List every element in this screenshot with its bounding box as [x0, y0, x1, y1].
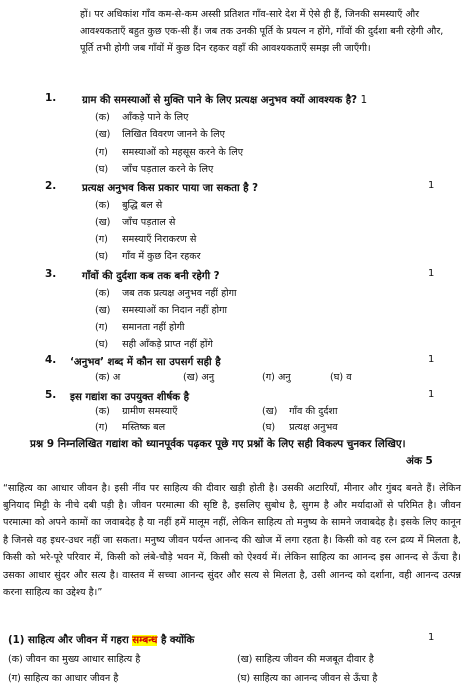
sub-q1-option-c: (ग) साहित्य का आधार जीवन है: [8, 673, 119, 684]
question-1-text: ग्राम की समस्याओं से मुक्ति पाने के लिए प्रत्यक्ष अनुभव क्यों आवश्यक है? 1: [82, 95, 368, 106]
question-3-text: गाँवों की दुर्दशा कब तक बनी रहेगी ?: [82, 271, 220, 282]
sub-q1-option-b: (ख) साहित्य जीवन की मजबूत दीवार है: [237, 654, 374, 665]
question-9-header: प्रश्न 9 निम्नलिखित गद्यांश को ध्यानपूर्वक पढ़कर पूछे गए प्रश्नों के लिए सही विकल्प चुनकर लिखिए।: [30, 438, 406, 450]
question-1-number: 1.: [45, 92, 57, 104]
question-5-mark: 1: [428, 389, 435, 400]
q2-option-b: (ख) जाँच पड़ताल से: [95, 217, 176, 228]
q1-option-d: (घ) जाँच पड़ताल करने के लिए: [95, 164, 214, 175]
q2-option-c: (ग) समस्याएँ निराकरण से: [95, 234, 197, 245]
q1-option-b: (ख) लिखित विवरण जानने के लिए: [95, 129, 225, 140]
q5-option-c: (ग) मस्तिष्क बल: [95, 422, 166, 433]
q3-option-d: (घ) सही आँकड़े प्राप्त नहीं होंगे: [95, 339, 213, 350]
q1-option-c: (ग) समस्याओं को महसूस करने के लिए: [95, 147, 244, 158]
q1-option-a: (क) आँकड़े पाने के लिए: [95, 112, 189, 123]
q4-option-b: (ख) अनु: [183, 372, 215, 383]
question-4-text: ‘अनुभव’ शब्द में कौन सा उपसर्ग सही है: [70, 357, 221, 368]
sub-q1-option-d: (घ) साहित्य का आनन्द जीवन से ऊँचा है: [237, 673, 378, 684]
sub-q1-option-a: (क) जीवन का मुख्य आधार साहित्य है: [8, 654, 141, 665]
question-4-mark: 1: [428, 354, 435, 365]
q5-option-a: (क) ग्रामीण समस्याएँ: [95, 406, 178, 417]
q3-option-b: (ख) समस्याओं का निदान नहीं होगा: [95, 305, 228, 316]
highlighted-word: सम्बन्ध: [132, 635, 158, 646]
q3-option-c: (ग) समानता नहीं होगी: [95, 322, 185, 333]
passage-paragraph: “साहित्य का आधार जीवन है। इसी नींव पर साहित्य की दीवार खड़ी होती है। उसकी अटारियाँ, मीनार और गुंबद बनते हैं। लेकिन बुनियाद मिट्टी के नीचे दबी पड़ी है। जीवन परमात्मा की सृष्टि है, इसलिए सुबोध है, सुगम है और मर्यादाओं से परिमित है। जीवन परमात्मा को अपने कामों का जवाबदेह है या नहीं हमें मालूम नहीं, लेकिन साहित्य तो मनुष्य के सामने जवाबदेह है। इसके लिए कानून है जिनसे वह इधर-उधर नहीं जा सकता। मनुष्य जीवन पर्यन्त आनन्द की खोज में लगा रहता है। किसी को वह रत्न द्रव्य में मिलता है, किसी को भरे-पूरे परिवार में, किसी को लंबे-चौड़े भवन में, किसी को ऐश्वर्य में। लेकिन साहित्य का आनन्द इस आनन्द से ऊँचा है। उसका आधार सुंदर और सत्य है। वास्तव में सच्चा आनन्द सुंदर और सत्य से मिलता है, उसी आनन्द को दर्शाना, वही आनन्द उत्पन्न करना साहित्य का उद्देश्य है।”: [3, 482, 461, 599]
sub-question-1-mark: 1: [428, 632, 435, 643]
question-2-number: 2.: [45, 180, 57, 192]
question-4-number: 4.: [45, 354, 57, 366]
q4-option-d: (घ) व: [330, 372, 352, 383]
sub-question-1: (1) साहित्य और जीवन में गहरा सम्बन्ध है क्योंकि: [8, 635, 195, 646]
q5-option-b: (ख) गाँव की दुर्दशा: [262, 406, 338, 417]
q2-option-d: (घ) गाँव में कुछ दिन रहकर: [95, 251, 201, 262]
question-3-number: 3.: [45, 268, 57, 280]
q5-option-d: (घ) प्रत्यक्ष अनुभव: [262, 422, 338, 433]
q4-option-a: (क) अ: [95, 372, 121, 383]
q4-option-c: (ग) अनु: [262, 372, 291, 383]
question-5-text: इस गद्यांश का उपयुक्त शीर्षक है: [70, 392, 190, 403]
q2-option-a: (क) बुद्धि बल से: [95, 200, 163, 211]
question-2-text: प्रत्यक्ष अनुभव किस प्रकार पाया जा सकता है ?: [82, 183, 259, 194]
question-5-number: 5.: [45, 389, 57, 401]
intro-paragraph: हों। पर अधिकांश गाँव कम-से-कम अस्सी प्रतिशत गाँव-सारे देश में ऐसे ही हैं, जिनकी समस्याएँ और आवश्यकताएँ बहुत कुछ एक-सी हैं। जब तक उनकी पूर्ति के प्रयत्न न होंगे, गाँवों की दुर्दशा बनी रहेगी और, पूर्ति तभी होगी जब गाँवों में कुछ दिन रहकर वहाँ की आवश्यकताएँ समझ ली जाएँगी।: [80, 9, 444, 54]
q3-option-a: (क) जब तक प्रत्यक्ष अनुभव नहीं होगा: [95, 288, 237, 299]
question-3-mark: 1: [428, 268, 435, 279]
question-2-mark: 1: [428, 180, 435, 191]
question-9-marks: अंक 5: [406, 455, 433, 467]
